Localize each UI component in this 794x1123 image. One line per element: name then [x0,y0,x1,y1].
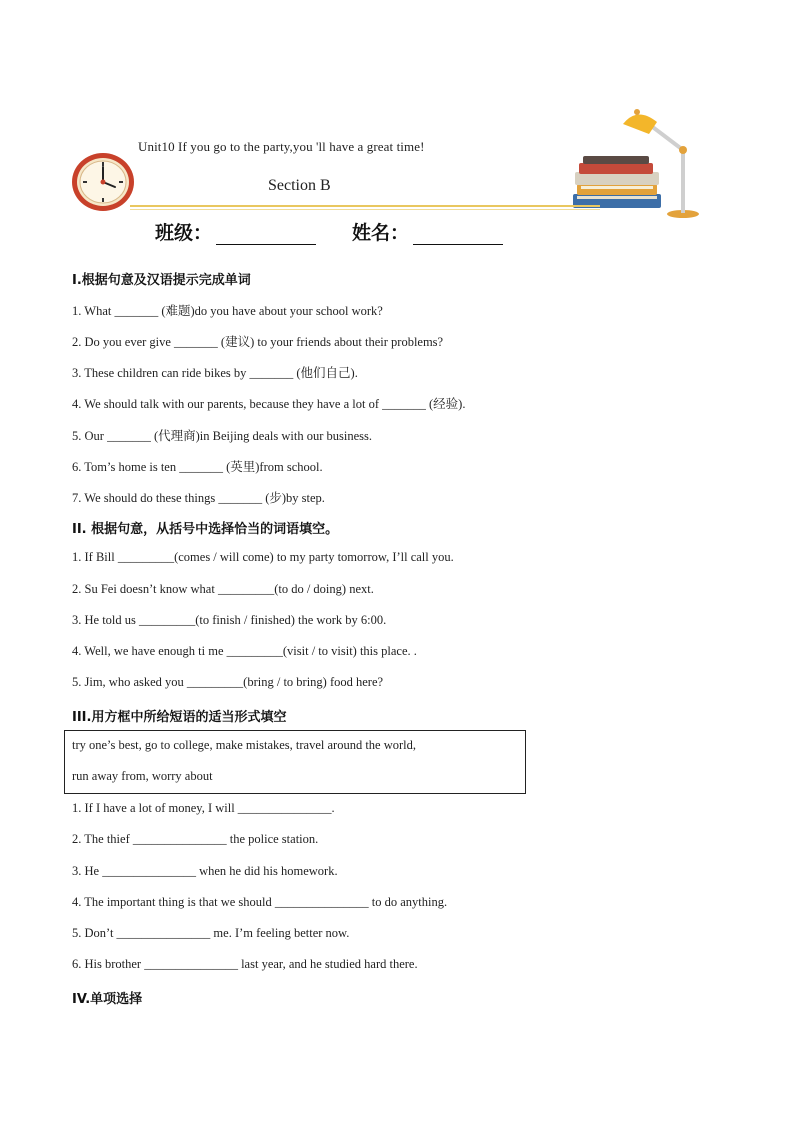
section-1-heading: I.根据句意及汉语提示完成单词 [72,273,251,288]
s1-question-2: 2. Do you ever give _______ (建议) to your friends about their problems? [72,335,444,349]
section-4-heading: IV.单项选择 [72,992,143,1007]
s3-question-5: 5. Don’t _______________ me. I’m feeling better now. [72,926,350,940]
clock-icon [70,149,136,213]
s2-question-1: 1. If Bill _________(comes / will come) to my party tomorrow, I’ll call you. [72,550,454,564]
s1-question-1: 1. What _______ (难题)do you have about your school work? [72,304,383,318]
class-name-row [155,218,503,245]
s3-question-2: 2. The thief _______________ the police station. [72,832,319,846]
class-blank[interactable] [216,222,316,245]
section-2-heading: II. 根据句意，从括号中选择恰当的词语填空。 [72,522,339,537]
desk-lamp-books-icon [565,100,705,220]
s1-question-4: 4. We should talk with our parents, because they have a lot of _______ (经验). [72,397,466,411]
name-blank[interactable] [413,222,503,245]
s3-question-4: 4. The important thing is that we should _______________ to do anything. [72,895,448,909]
s1-question-5: 5. Our _______ (代理商)in Beijing deals with our business. [72,429,372,443]
class-label: 班级： [155,222,213,244]
s2-question-2: 2. Su Fei doesn’t know what _________(to do / doing) next. [72,582,374,596]
unit-title: Unit10 If you go to the party,you 'll have a great time! [138,139,425,154]
s2-question-4: 4. Well, we have enough ti me _________(visit / to visit) this place. . [72,644,417,658]
s3-question-3: 3. He _______________ when he did his homework. [72,864,338,878]
s1-question-7: 7. We should do these things _______ (步)by step. [72,491,325,505]
s2-question-5: 5. Jim, who asked you _________(bring / to bring) food here? [72,675,384,689]
header-divider [130,205,600,207]
s2-question-3: 3. He told us _________(to finish / finished) the work by 6:00. [72,613,387,627]
name-label: 姓名： [352,222,410,244]
header-divider-thin [130,209,600,210]
s3-question-1: 1. If I have a lot of money, I will _______________. [72,801,335,815]
section-3-heading: III.用方框中所给短语的适当形式填空 [72,710,287,725]
phrase-box-line-2: run away from, worry about [72,769,213,783]
section-title: Section B [268,177,331,194]
s1-question-3: 3. These children can ride bikes by _______ (他们自己). [72,366,358,380]
phrase-box-line-1: try one’s best, go to college, make mistakes, travel around the world, [72,738,417,752]
s3-question-6: 6. His brother _______________ last year, and he studied hard there. [72,957,418,971]
s1-question-6: 6. Tom’s home is ten _______ (英里)from school. [72,460,323,474]
